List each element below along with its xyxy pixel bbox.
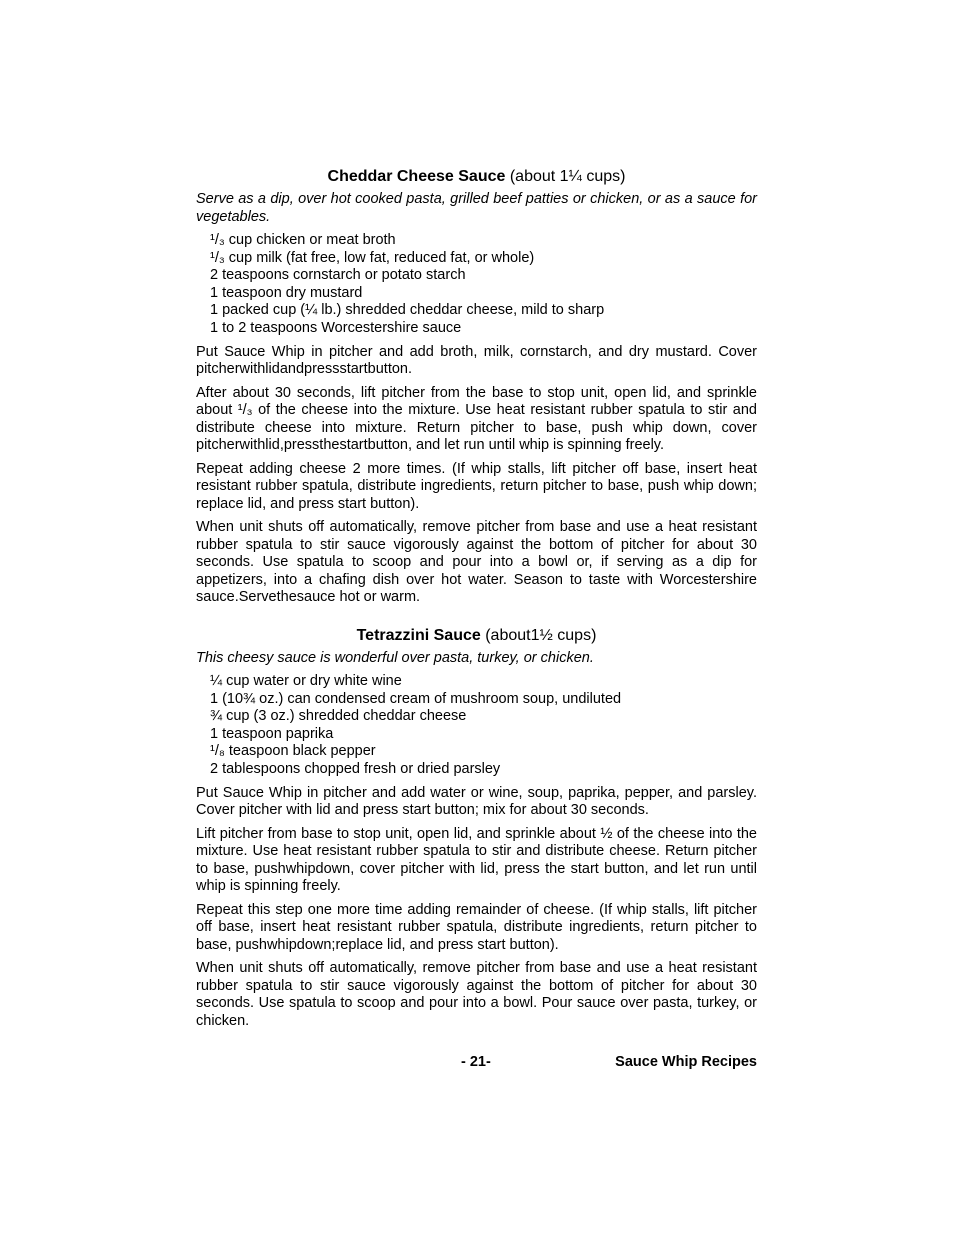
instruction-step: Put Sauce Whip in pitcher and add broth, milk, cornstarch, and dry mustard. Cover pitcherwithlidandpressstartbutton. <box>196 343 757 378</box>
page-number: - 21- <box>461 1054 491 1070</box>
ingredient-item: 1 to 2 teaspoons Worcestershire sauce <box>210 319 462 336</box>
recipe-intro: Serve as a dip, over hot cooked pasta, grilled beef patties or chicken, or as a sauce for vegetables. <box>196 191 757 225</box>
ingredient-item: ¹/₃ cup milk (fat free, low fat, reduced fat, or whole) <box>210 249 535 266</box>
recipe-yield: (about 1¼ cups) <box>509 168 626 185</box>
recipe-name: Cheddar Cheese Sauce <box>327 168 506 185</box>
section-title: Sauce Whip Recipes <box>615 1054 757 1070</box>
instruction-step: Repeat this step one more time adding remainder of cheese. (If whip stalls, lift pitcher off base, insert heat resistant rubber spatula, distribute ingredients, return pitcher to base, pushwhipdown;replace lid, and press start button). <box>196 901 757 953</box>
instruction-step: After about 30 seconds, lift pitcher from the base to stop unit, open lid, and sprinkle about ¹/₃ of the cheese into the mixture. Use heat resistant rubber spatula to stir and distribute cheese into mixture. Return pitcher to base, push whip down, cover pitcherwithlid,pressthestartbutton, and let run until whip is spinning freely. <box>196 384 757 454</box>
page-footer <box>196 1054 757 1074</box>
ingredient-item: ¾ cup (3 oz.) shredded cheddar cheese <box>210 708 467 725</box>
recipe-page <box>196 166 757 1036</box>
ingredient-item: 2 teaspoons cornstarch or potato starch <box>210 267 466 284</box>
recipe-tetrazzini-sauce <box>196 625 757 1031</box>
recipe-title <box>196 625 757 647</box>
ingredient-item: 1 teaspoon paprika <box>210 725 334 742</box>
ingredient-item: ¼ cup water or dry white wine <box>210 673 402 690</box>
instruction-step: Repeat adding cheese 2 more times. (If whip stalls, lift pitcher off base, insert heat resistant rubber spatula, distribute ingredients, return pitcher to base, push whip down; replace lid, and press start button). <box>196 460 757 512</box>
ingredient-item: 1 (10¾ oz.) can condensed cream of mushroom soup, undiluted <box>210 690 622 707</box>
ingredient-item: 1 teaspoon dry mustard <box>210 284 363 301</box>
recipe-cheddar-cheese-sauce <box>196 166 757 607</box>
ingredient-list <box>210 232 757 338</box>
ingredient-item: 2 tablespoons chopped fresh or dried parsley <box>210 761 501 778</box>
ingredient-item: 1 packed cup (¼ lb.) shredded cheddar cheese, mild to sharp <box>210 302 605 319</box>
section-gap <box>196 613 757 625</box>
instruction-step: Lift pitcher from base to stop unit, open lid, and sprinkle about ½ of the cheese into the mixture. Use heat resistant rubber spatula to stir and distribute cheese. Return pitcher to base, pushwhipdown, cover pitcher with lid, press the start button, and let run until whip is spinning freely. <box>196 825 757 895</box>
ingredient-list <box>210 673 757 779</box>
ingredient-item: ¹/₃ cup chicken or meat broth <box>210 232 396 248</box>
recipe-yield: (about1½ cups) <box>485 626 597 644</box>
instruction-step: When unit shuts off automatically, remove pitcher from base and use a heat resistant rubber spatula to stir sauce vigorously against the bottom of pitcher for about 30 seconds. Use spatula to scoop and pour into a bowl. Pour sauce over pasta, turkey, or chicken. <box>196 960 757 1029</box>
ingredient-item: ¹/₈ teaspoon black pepper <box>210 743 376 760</box>
recipe-title <box>196 166 757 188</box>
recipe-name: Tetrazzini Sauce <box>356 626 481 644</box>
instruction-step: Put Sauce Whip in pitcher and add water or wine, soup, paprika, pepper, and parsley. Cover pitcher with lid and press start button; mix for about 30 seconds. <box>196 784 757 819</box>
instruction-step: When unit shuts off automatically, remove pitcher from base and use a heat resistant rubber spatula to stir sauce vigorously against the bottom of pitcher for about 30 seconds. Use spatula to scoop and pour into a bowl or, if serving as a dip for appetizers, into a chafing dish over hot water. Season to taste with Worcestershire sauce.Servethesauce hot or warm. <box>196 519 757 606</box>
recipe-intro: This cheesy sauce is wonderful over pasta, turkey, or chicken. <box>196 649 594 666</box>
